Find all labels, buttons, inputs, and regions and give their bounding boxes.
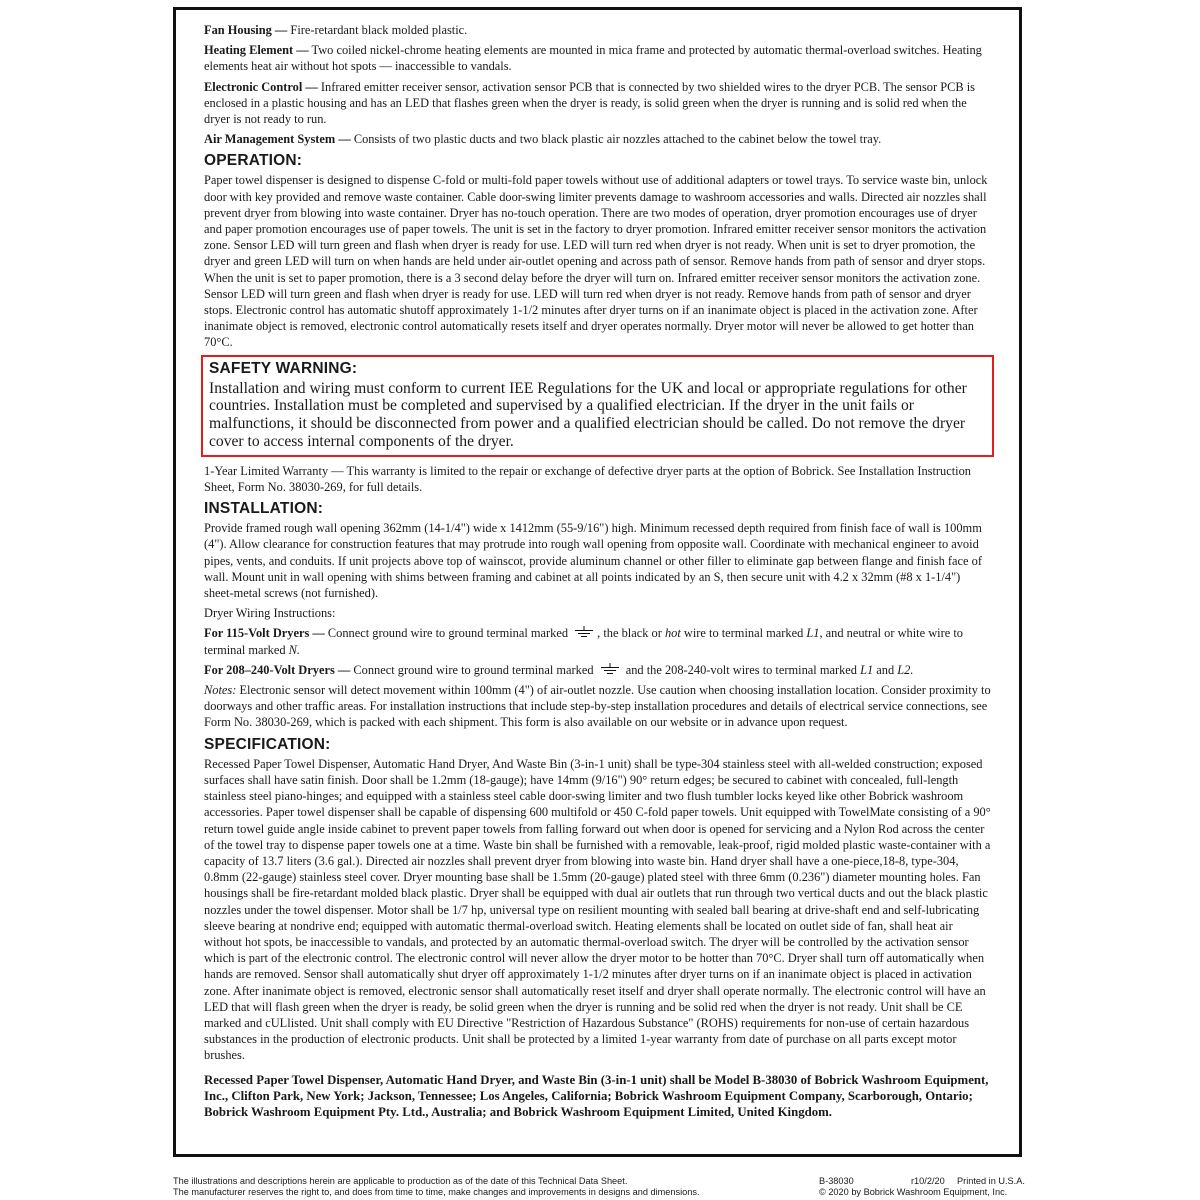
component-term: Heating Element — xyxy=(204,43,309,58)
specification-text: Recessed Paper Towel Dispenser, Automatic Hand Dryer, And Waste Bin (3-in-1 unit) shall be type-304 stainless steel with all-welded construction; exposed surfaces shall have satin finish. Door shall be 1.2mm (18-gauge); have 14mm (9/16") 90° return edges; be secured to cabinet with concealed, full-length stainless steel piano-hinges; and equipped with a stainless steel cable door-swing limiter and two flush tumbler locks keyed like other Bobrick washroom accessories. Paper towel dispenser shall be capable of dispensing 600 multifold or 450 C-fold paper towels. Unit equipped with TowelMate consisting of a 90° return towel guide angle inside cabinet to prevent paper towels from falling forward out when door is opened for servicing and a Nylon Rod across the center of the towel tray to dispense paper towels one at a time. Waste bin shall be furnished with a removable, leak-proof, rigid molded plastic waste-container with a capacity of 13.7 liters (3.6 gal.). Directed air nozzles shall prevent dryer from blowing into waste bin. Hand dryer shall have a one-piece,18-8, type-304, 0.8mm (22-gauge) stainless steel cover. Dryer mounting base shall be 1.5mm (20-gauge) plated steel with three 6mm (0.236") diameter mounting holes. Fan housings shall be fire-retardant molded black plastic. Dryer shall be equipped with dual air outlets that run through two vertical ducts and out the black plastic nozzles under the towel dispenser. Motor shall be 1/7 hp, universal type on resilient mounting with sealed ball bearing at drive-shaft end and self-lubricating sleeve bearing at nondrive end; equipped with automatic thermal-overload switch. Heating elements shall be located on outlet side of fan, shall heat air without hot spots, be inaccessible to vandals, and protected by an automatic thermal-overload switch. The dryer will be controlled by the activation sensor which is part of the electronic control. The electronic control will never allow the dryer motor to be hotter than 70°C. Dryer shall turn off automatically when hands are removed. Sensor shall automatically shut dryer off approximately 1-1/2 minutes after dryer turns on if an inanimate object is placed in activation zone. After inanimate object is removed, electronic sensor shall automatically reset itself and dryer shall operate normally. The electronic control will have an LED that will flash green when the dryer is ready, be solid green when the dryer is running and be solid red when the dryer is not ready. Unit shall be CE marked and cULlisted. Unit shall comply with EU Directive "Restriction of Hazardous Substance" (ROHS) requirements for non-use of certain hazardous substances in the production of electronic products. Unit shall be protected by a limited 1-year warranty from date of purchase on all parts except motor brushes. xyxy=(204,756,991,1063)
wiring-text: and neutral or white wire to terminal marked xyxy=(204,626,963,657)
operation-text: Paper towel dispenser is designed to dispense C-fold or multi-fold paper towels without use of additional adapters or towel trays. To service waste bin, unlock door with key provided and remove waste container. Cable door-swing limiter prevents damage to washroom accessories and walls. Directed air nozzles shall prevent dryer from blowing into waste container. Dryer has no-touch operation. There are two modes of operation, dryer promotion encourages use of dryer and paper promotion encourages use of paper towels. The unit is set in the factory to dryer promotion. Infrared emitter receiver sensor monitors the activation zone. Sensor LED will turn green and flash when dryer is ready for use. LED will turn red when dryer is not ready. When unit is set to dryer promotion, the dryer and green LED will turn on when hands are held under air-outlet opening and across path of sensor. Remove hands from path of sensor and dryer stops. When the unit is set to paper promotion, there is a 3 second delay before the dryer will turn on. Infrared emitter receiver sensor monitors the activation zone. Sensor LED will turn green and flash when dryer is ready for use. LED will turn red when dryer is not ready. Remove hands from path of sensor and dryer stops. Electronic control has automatic shutoff approximately 1-1/2 minutes after dryer turns on if an inanimate object is placed in the activation zone. After inanimate object is removed, electronic control automatically resets itself and dryer operates normally. Dryer motor will never be allowed to get hotter than 70°C. xyxy=(204,173,988,350)
notes-text: Electronic sensor will detect movement within 100mm (4") of air-outlet nozzle. Use caution when choosing installation location. Consider proximity to doorways and other traffic areas. For installation instructions that include step-by-step installation procedures and details of electrical service connections, see Form No. 38030-269, which is packed with each shipment. This form is also available on our website or in advance upon request. xyxy=(204,683,991,730)
specification-closing: Recessed Paper Towel Dispenser, Automatic Hand Dryer, and Waste Bin (3-in-1 unit) shall be Model B-38030 of Bobrick Washroom Equipment, Inc., Clifton Park, New York; Jackson, Tennessee; Los Angeles, California; Bobrick Washroom Equipment Company, Scarborough, Ontario; Bobrick Washroom Equipment Pty. Ltd., Australia; and Bobrick Washroom Equipment Limited, United Kingdom. xyxy=(204,1072,989,1119)
wiring-text: , the black or xyxy=(597,626,665,641)
warranty-text: 1-Year Limited Warranty — This warranty is limited to the repair or exchange of defective dryer parts at the option of Bobrick. See Installation Instruction Sheet, Form No. 38030-269, for full details. xyxy=(204,463,972,495)
wiring-text: and xyxy=(873,662,898,677)
operation-heading: OPERATION: xyxy=(204,152,303,170)
component-air-management xyxy=(204,131,991,147)
wiring-text: Connect ground wire to ground terminal marked xyxy=(350,662,597,677)
specification-heading: SPECIFICATION: xyxy=(204,735,331,753)
wiring-115-volt xyxy=(204,625,991,657)
wiring-208-240-volt xyxy=(204,662,991,678)
footer-line-2: The manufacturer reserves the right to, and does from time to time, make changes and improvements in designs and dimensions. xyxy=(173,1187,700,1197)
terminal-n-label: N. xyxy=(288,642,301,657)
component-term: Air Management System — xyxy=(204,132,351,147)
footer-revision: r10/2/20 xyxy=(911,1176,945,1186)
hot-wire-label: hot xyxy=(664,626,681,641)
wiring-text: Connect ground wire to ground terminal marked xyxy=(324,626,572,641)
terminal-l1-label: L1, xyxy=(806,626,823,641)
component-heating-element xyxy=(204,42,991,74)
footer-model xyxy=(819,1176,854,1187)
data-sheet-frame xyxy=(173,7,1022,1157)
notes-label: Notes: xyxy=(204,683,237,698)
wiring-115-term: For 115-Volt Dryers — xyxy=(204,626,325,641)
component-text: Fire-retardant black molded plastic. xyxy=(287,23,468,37)
footer-disclaimer xyxy=(173,1176,700,1198)
footer-copyright: © 2020 by Bobrick Washroom Equipment, Inc. xyxy=(819,1187,1008,1197)
component-term: Electronic Control — xyxy=(204,79,318,94)
installation-heading: INSTALLATION: xyxy=(204,500,324,518)
wiring-208-term: For 208–240-Volt Dryers — xyxy=(204,662,351,677)
wiring-text: and the 208-240-volt wires to terminal marked xyxy=(622,662,861,677)
terminal-l2-label: L2. xyxy=(897,662,914,677)
wiring-text: wire to terminal marked xyxy=(680,626,807,641)
safety-warning-heading: SAFETY WARNING: xyxy=(209,359,358,377)
ground-symbol-icon xyxy=(600,663,620,675)
installation-text: Provide framed rough wall opening 362mm (14-1/4") wide x 1412mm (55-9/16") high. Minimum recessed depth required from finish face of wall is 100mm (4"). Allow clearance for construction features that may protrude into rough wall opening from opposite wall. Coordinate with mechanical engineer to avoid pipes, vents, and conduits. If unit projects above top of wainscot, provide aluminum channel or other filler to eliminate gap between flange and finish face of wall. Mount unit in wall opening with shims between framing and cabinet at all points indicated by an S, then secure unit with 4.2 x 32mm (#8 x 1-1/4") sheet-metal screws (not furnished). xyxy=(204,521,982,601)
safety-warning-text: Installation and wiring must conform to current IEE Regulations for the UK and local or appropriate regulations for other countries. Installation must be completed and supervised by a qualified electrician. If the dryer in the unit fails or malfunctions, it should be disconnected from power and a qualified electrician should be called. Do not remove the dryer cover to access internal components of the dryer. xyxy=(209,379,967,451)
component-electronic-control xyxy=(204,79,991,128)
component-term: Fan Housing — xyxy=(204,23,288,37)
component-text: Two coiled nickel-chrome heating elements are mounted in mica frame and protected by automatic thermal-overload switches. Heating elements heat air without hot spots — inaccessible to vandals. xyxy=(204,43,982,74)
footer-model-number: B-38030 xyxy=(819,1176,854,1186)
installation-notes xyxy=(204,682,991,731)
component-fan-housing xyxy=(204,22,991,38)
footer-line-1: The illustrations and descriptions herein are applicable to production as of the date of this Technical Data Sheet. xyxy=(173,1176,628,1186)
ground-symbol-icon xyxy=(574,626,594,638)
component-text: Infrared emitter receiver sensor, activation sensor PCB that is connected by two shielded wires to the dryer PCB. The sensor PCB is enclosed in a plastic housing and has an LED that flashes green when the dryer is ready, is solid green when the dryer is running and is solid red when the dryer is not ready to run. xyxy=(204,79,976,127)
component-text: Consists of two plastic ducts and two black plastic air nozzles attached to the cabinet below the towel tray. xyxy=(350,132,882,147)
safety-warning-box xyxy=(201,355,994,457)
footer-printed: Printed in U.S.A. xyxy=(957,1176,1025,1186)
terminal-l1-label: L1 xyxy=(860,662,874,677)
wiring-title: Dryer Wiring Instructions: xyxy=(204,606,336,621)
